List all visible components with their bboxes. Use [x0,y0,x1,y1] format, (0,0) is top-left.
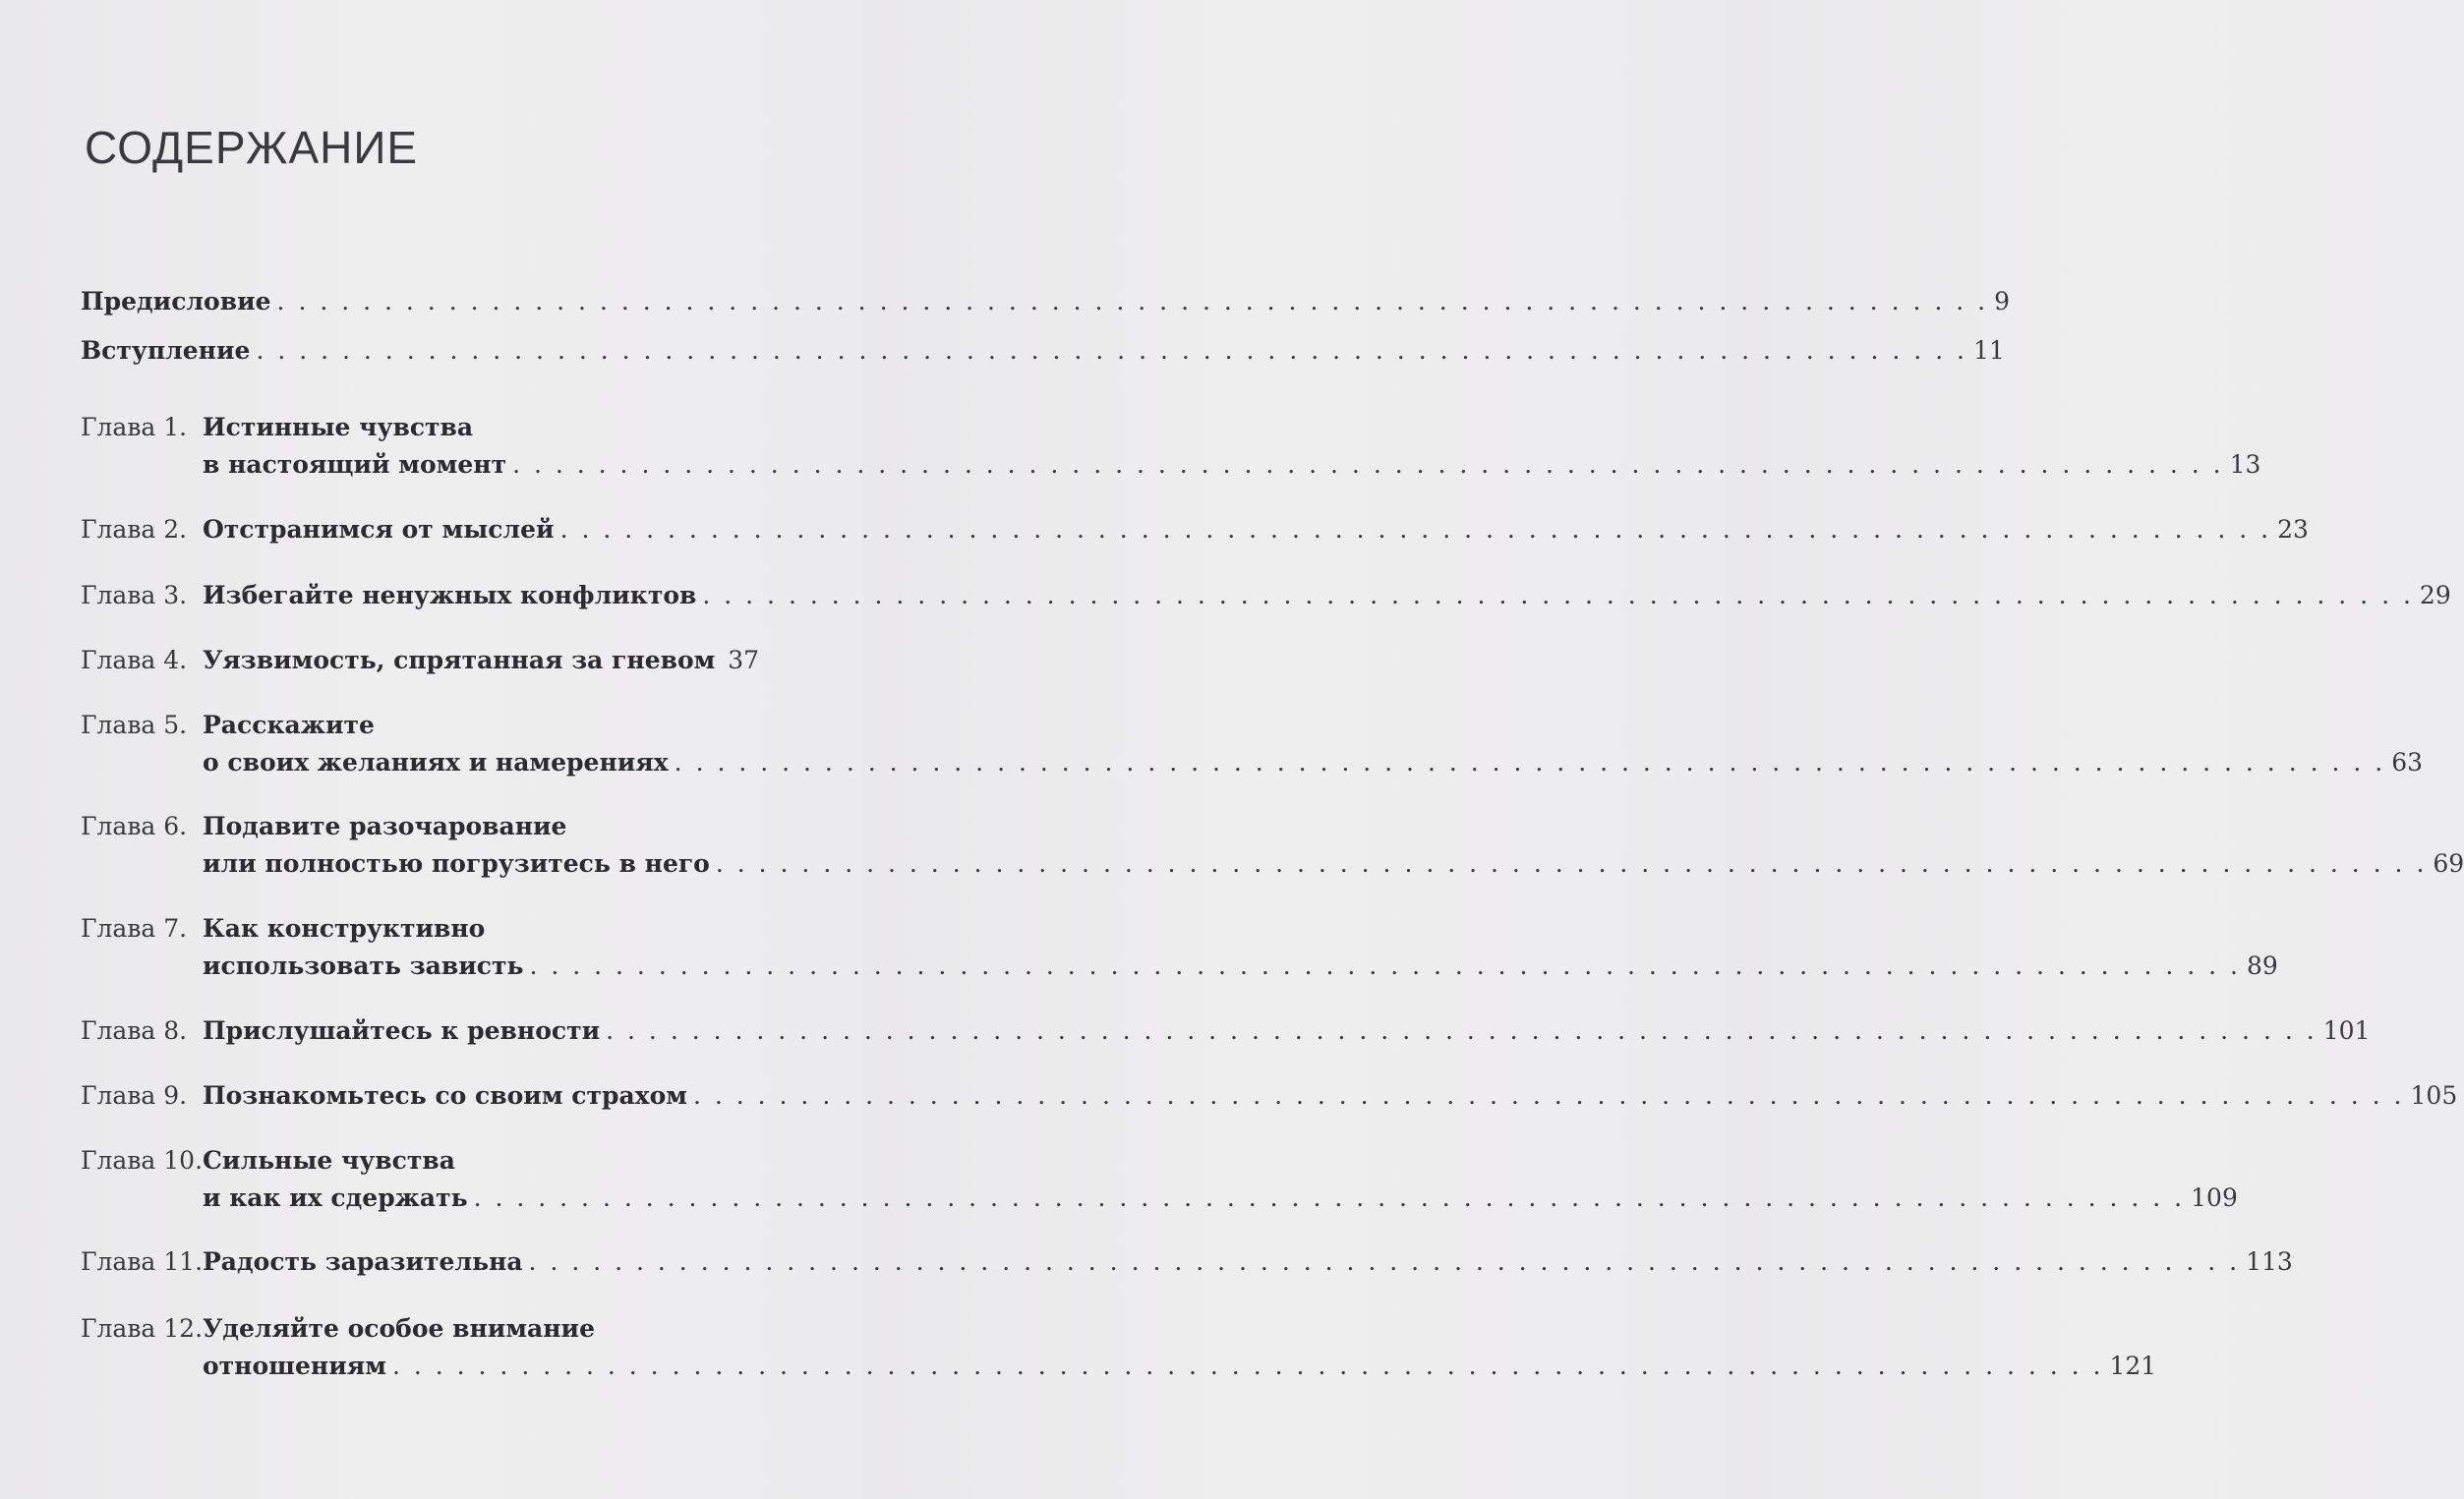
toc-chapter-label: Глава 12. [81,1314,204,1343]
toc-chapter-label: Глава 2. [81,515,188,544]
toc-chapter-label: Глава 3. [81,581,188,609]
toc-entry-title: Отстранимся от мыслей [203,515,555,544]
toc-entry-title-line1: Как конструктивно [203,914,486,943]
toc-chapter-label: Глава 11. [81,1247,204,1276]
toc-entry-title-line1: Истинные чувства [203,413,474,441]
toc-page-number: 63 [2391,748,2424,777]
toc-leader-dots: . . . . . . . . . . . . . . . . . . . . . . . . . . . . . . . . . . . . . . . . . . . . . . . . . . . . . . . . . . . . . . . . . . . . . . . . . . . . . . . . [529,951,2241,980]
toc-entry-title: и как их сдержать [203,1183,468,1212]
toc-leader-dots: . . . . . . . . . . . . . . . . . . . . . . . . . . . . . . . . . . . . . . . . . . . . . . . . . . . . . . . . . . . . . . . . . . . . . . . . . . . . . . . . [702,581,2414,609]
toc-entry-title: Вступление [81,336,251,365]
toc-entry-title-line1: Расскажите [203,711,375,739]
toc-leader-dots: . . . . . . . . . . . . . . . . . . . . . . . . . . . . . . . . . . . . . . . . . . . . . . . . . . . . . . . . . . . . . . . . . . . . . . . . . . . . . . . . [473,1183,2186,1212]
toc-page-number: 23 [2277,515,2309,544]
toc-leader-dots: . . . . . . . . . . . . . . . . . . . . . . . . . . . . . . . . . . . . . . . . . . . . . . . . . . . . . . . . . . . . . . . . . . . . . . . . . . . . . . . . [692,1081,2405,1110]
toc-entry-title: Радость заразительна [203,1247,523,1276]
toc-page-number: 11 [1972,336,2005,365]
toc-page-number: 109 [2191,1183,2238,1212]
toc-leader-dots: . . . . . . . . . . . . . . . . . . . . . . . . . . . . . . . . . . . . . . . . . . . . . . . . . . . . . . . . . . . . . . . . . . . . . . . . . . . . . . . . [391,1352,2104,1380]
toc-page-number: 113 [2246,1247,2293,1276]
toc-leader-dots: . . . . . . . . . . . . . . . . . . . . . . . . . . . . . . . . . . . . . . . . . . . . . . . . . . . . . . . . . . . . . . . . . . . . . . . . . . . . . . . . [559,515,2272,544]
toc-entry-title: Прислушайтесь к ревности [203,1016,601,1045]
toc-chapter-label: Глава 1. [81,413,188,441]
toc-leader-dots: . . . . . . . . . . . . . . . . . . . . . . . . . . . . . . . . . . . . . . . . . . . . . . . . . . . . . . . . . . . . . . . . . . . . . . . . . . . . . . . . [256,336,1967,365]
toc-page-number: 121 [2109,1352,2157,1380]
toc-leader-dots: . . . . . . . . . . . . . . . . . . . . . . . . . . . . . . . . . . . . . . . . . . . . . . . . . . . . . . . . . . . . . . . . . . . . . . . . . . . . . . . . [606,1016,2317,1045]
toc-entry-title: в настоящий момент [203,450,507,479]
toc-chapter-label: Глава 10. [81,1146,204,1175]
toc-leader-dots [721,642,722,679]
toc-leader-dots: . . . . . . . . . . . . . . . . . . . . . . . . . . . . . . . . . . . . . . . . . . . . . . . . . . . . . . . . . . . . . . . . . . . . . . . . . . . . . . . . [715,849,2428,878]
toc-leader-dots: . . . . . . . . . . . . . . . . . . . . . . . . . . . . . . . . . . . . . . . . . . . . . . . . . . . . . . . . . . . . . . . . . . . . . . . . . . . . . . . . [674,748,2386,777]
toc-page-number: 13 [2229,450,2261,479]
toc-page-number: 89 [2247,951,2278,980]
toc-page-number: 9 [1994,287,2010,316]
toc-chapter-label: Глава 4. [81,646,188,674]
toc-chapter-label: Глава 8. [81,1016,188,1045]
page-title: СОДЕРЖАНИЕ [85,122,419,173]
toc-entry-title: Познакомьтесь со своим страхом [203,1081,687,1110]
toc-entry-title-line1: Уделяйте особое внимание [203,1314,595,1343]
toc-page-number: 105 [2410,1081,2458,1110]
toc-page-number: 101 [2322,1016,2371,1045]
toc-entry-title: Уязвимость, спрятанная за гневом [203,646,716,674]
toc-page-number: 29 [2419,581,2451,609]
toc-chapter-label: Глава 6. [81,812,188,840]
toc-entry-title: Избегайте ненужных конфликтов [203,581,697,609]
toc-entry-title: Предисловие [81,287,271,316]
toc-page-number: 37 [728,646,759,674]
toc-entry-title: о своих желаниях и намерениях [203,748,669,777]
toc-entry-title: или полностью погрузитесь в него [203,849,710,878]
toc-chapter-label: Глава 7. [81,914,188,943]
toc-leader-dots: . . . . . . . . . . . . . . . . . . . . . . . . . . . . . . . . . . . . . . . . . . . . . . . . . . . . . . . . . . . . . . . . . . . . . . . . . . . . . . . . [528,1247,2241,1276]
toc-leader-dots: . . . . . . . . . . . . . . . . . . . . . . . . . . . . . . . . . . . . . . . . . . . . . . . . . . . . . . . . . . . . . . . . . . . . . . . . . . . . . . . . [276,287,1989,316]
toc-leader-dots: . . . . . . . . . . . . . . . . . . . . . . . . . . . . . . . . . . . . . . . . . . . . . . . . . . . . . . . . . . . . . . . . . . . . . . . . . . . . . . . . [512,450,2224,479]
toc-entry-title-line1: Подавите разочарование [203,812,567,840]
toc-entry-title: отношениям [203,1352,386,1380]
toc-entry-title-line1: Сильные чувства [203,1146,455,1175]
toc-page-number: 69 [2433,849,2464,878]
toc-chapter-label: Глава 9. [81,1081,188,1110]
toc-entry-title: использовать зависть [203,951,524,980]
toc-chapter-label: Глава 5. [81,711,188,739]
